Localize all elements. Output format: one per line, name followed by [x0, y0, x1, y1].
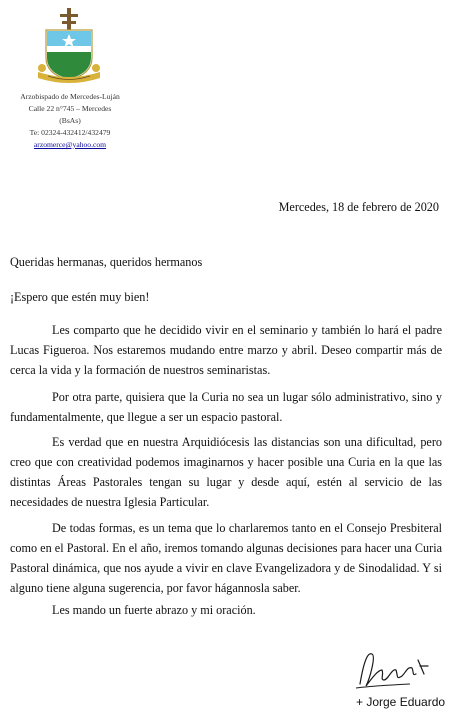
org-address: Calle 22 n°745 – Mercedes [28, 104, 112, 113]
letterhead [0, 0, 140, 160]
letter-date: Mercedes, 18 de febrero de 2020 [278, 200, 439, 214]
org-phone: Te: 02324-432412/432479 [29, 128, 111, 137]
paragraph: Les comparto que he decidido vivir en el seminario y también lo hará el padre Lucas Figueroa. Nos estaremos mudando entre marzo y abril. Deseo compartir más de cerca la vida y la formación de nuestros seminaristas. [10, 323, 442, 377]
org-region: (BsAs) [59, 116, 81, 125]
salutation: Queridas hermanas, queridos hermanos [10, 255, 203, 269]
paragraph: Es verdad que en nuestra Arquidiócesis las distancias son una dificultad, pero creo que con creatividad podemos imaginarnos y hacer posible una Curia en la que las distintas Áreas Pastorales tengan su lugar y desde aquí, estén al servicio de las necesidades de nuestra Iglesia Particular. [10, 435, 442, 509]
org-email-link[interactable]: arzomerce@yahoo.com [33, 140, 107, 149]
archdiocese-crest-icon [34, 8, 104, 86]
greeting: ¡Espero que estén muy bien! [10, 290, 150, 304]
org-name: Arzobispado de Mercedes-Luján [20, 92, 120, 101]
paragraph: Por otra parte, quisiera que la Curia no sea un lugar sólo administrativo, sino y fundamentalmente, que llegue a ser un espacio pastoral. [10, 390, 442, 424]
handwritten-signature-icon [350, 640, 435, 692]
paragraph: De todas formas, es un tema que lo charlaremos tanto en el Consejo Presbiteral como en el Pastoral. En el año, iremos tomando algunas decisiones para hacer una Curia Pastoral dinámica, que nos ayude a vivir en clave Evangelizadora y de Sinodalidad. Y si alguno tiene alguna sugerencia, por favor hágannosla saber. [10, 521, 442, 595]
paragraph: Les mando un fuerte abrazo y mi oración. [52, 603, 256, 617]
signer-name: + Jorge Eduardo [356, 695, 446, 709]
